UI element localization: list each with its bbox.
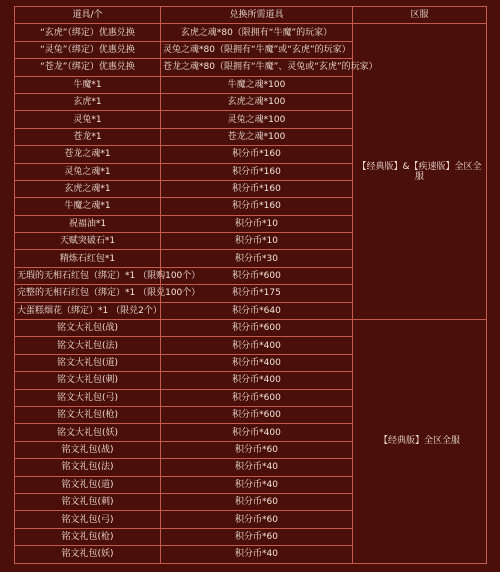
item-cell: 铭文礼包(妖) xyxy=(15,546,161,563)
exchange-table xyxy=(14,6,487,564)
header-cost: 兑换所需道具 xyxy=(161,7,353,24)
table-row xyxy=(15,24,487,41)
item-cell: 牛魔*1 xyxy=(15,76,161,93)
cost-cell: 灵兔之魂*80（限拥有“牛魔”或“玄虎”的玩家） xyxy=(161,41,353,58)
item-cell: 苍龙之魂*1 xyxy=(15,146,161,163)
cost-cell: 积分币*60 xyxy=(161,441,353,458)
item-cell: 玄虎*1 xyxy=(15,93,161,110)
cost-cell: 积分币*400 xyxy=(161,424,353,441)
item-cell: 铭文礼包(刺) xyxy=(15,493,161,510)
item-cell: 铭文大礼包(妖) xyxy=(15,424,161,441)
item-cell: “灵兔”（绑定）优惠兑换 xyxy=(15,41,161,58)
item-cell: 灵兔之魂*1 xyxy=(15,163,161,180)
cost-cell: 积分币*600 xyxy=(161,267,353,284)
item-cell: 灵兔*1 xyxy=(15,111,161,128)
cost-cell: 积分币*30 xyxy=(161,250,353,267)
item-cell: 铭文礼包(道) xyxy=(15,476,161,493)
header-zone: 区服 xyxy=(353,7,487,24)
cost-cell: 灵兔之魂*100 xyxy=(161,111,353,128)
item-cell: “苍龙”（绑定）优惠兑换 xyxy=(15,59,161,76)
item-cell: 牛魔之魂*1 xyxy=(15,198,161,215)
item-cell: 铭文大礼包(刺) xyxy=(15,372,161,389)
cost-cell: 积分币*600 xyxy=(161,320,353,337)
cost-cell: 积分币*160 xyxy=(161,180,353,197)
table-body xyxy=(15,24,487,563)
item-cell: 铭文礼包(弓) xyxy=(15,511,161,528)
cost-cell: 积分币*400 xyxy=(161,337,353,354)
cost-cell: 积分币*175 xyxy=(161,285,353,302)
item-cell: 铭文礼包(战) xyxy=(15,441,161,458)
zone-cell: 【经典版】&【疾速版】全区全服 xyxy=(353,24,487,320)
cost-cell: 玄虎之魂*100 xyxy=(161,93,353,110)
cost-cell: 积分币*600 xyxy=(161,389,353,406)
cost-cell: 玄虎之魂*80（限拥有“牛魔”的玩家） xyxy=(161,24,353,41)
cost-cell: 积分币*600 xyxy=(161,406,353,423)
cost-cell: 积分币*40 xyxy=(161,459,353,476)
table-header xyxy=(15,7,487,24)
item-cell: 祝福油*1 xyxy=(15,215,161,232)
item-cell: 完整的无相石红包（绑定）*1 （限兑100个） xyxy=(15,285,161,302)
cost-cell: 积分币*10 xyxy=(161,233,353,250)
cost-cell: 积分币*60 xyxy=(161,493,353,510)
cost-cell: 苍龙之魂*100 xyxy=(161,128,353,145)
header-row xyxy=(15,7,487,24)
cost-cell: 积分币*640 xyxy=(161,302,353,319)
item-cell: 无瑕的无相石红包（绑定）*1 （限购100个） xyxy=(15,267,161,284)
item-cell: “玄虎”（绑定）优惠兑换 xyxy=(15,24,161,41)
item-cell: 铭文大礼包(枪) xyxy=(15,406,161,423)
cost-cell: 积分币*40 xyxy=(161,476,353,493)
cost-cell: 牛魔之魂*100 xyxy=(161,76,353,93)
item-cell: 铭文大礼包(弓) xyxy=(15,389,161,406)
item-cell: 天赋突破石*1 xyxy=(15,233,161,250)
cost-cell: 积分币*60 xyxy=(161,511,353,528)
cost-cell: 积分币*400 xyxy=(161,354,353,371)
item-cell: 大蛋糕烟花（绑定）*1 （限兑2个） xyxy=(15,302,161,319)
table-row xyxy=(15,320,487,337)
item-cell: 精炼石红包*1 xyxy=(15,250,161,267)
item-cell: 铭文礼包(枪) xyxy=(15,528,161,545)
item-cell: 铭文大礼包(战) xyxy=(15,320,161,337)
item-cell: 玄虎之魂*1 xyxy=(15,180,161,197)
cost-cell: 积分币*160 xyxy=(161,146,353,163)
cost-cell: 积分币*10 xyxy=(161,215,353,232)
item-cell: 苍龙*1 xyxy=(15,128,161,145)
cost-cell: 积分币*60 xyxy=(161,528,353,545)
cost-cell: 积分币*160 xyxy=(161,163,353,180)
zone-cell: 【经典版】全区全服 xyxy=(353,320,487,563)
cost-cell: 积分币*400 xyxy=(161,372,353,389)
cost-cell: 积分币*40 xyxy=(161,546,353,563)
cost-cell: 积分币*160 xyxy=(161,198,353,215)
item-cell: 铭文礼包(法) xyxy=(15,459,161,476)
item-cell: 铭文大礼包(法) xyxy=(15,337,161,354)
item-cell: 铭文大礼包(道) xyxy=(15,354,161,371)
header-item: 道具/个 xyxy=(15,7,161,24)
cost-cell: 苍龙之魂*80（限拥有“牛魔”、灵兔或“玄虎”的玩家） xyxy=(161,59,353,76)
